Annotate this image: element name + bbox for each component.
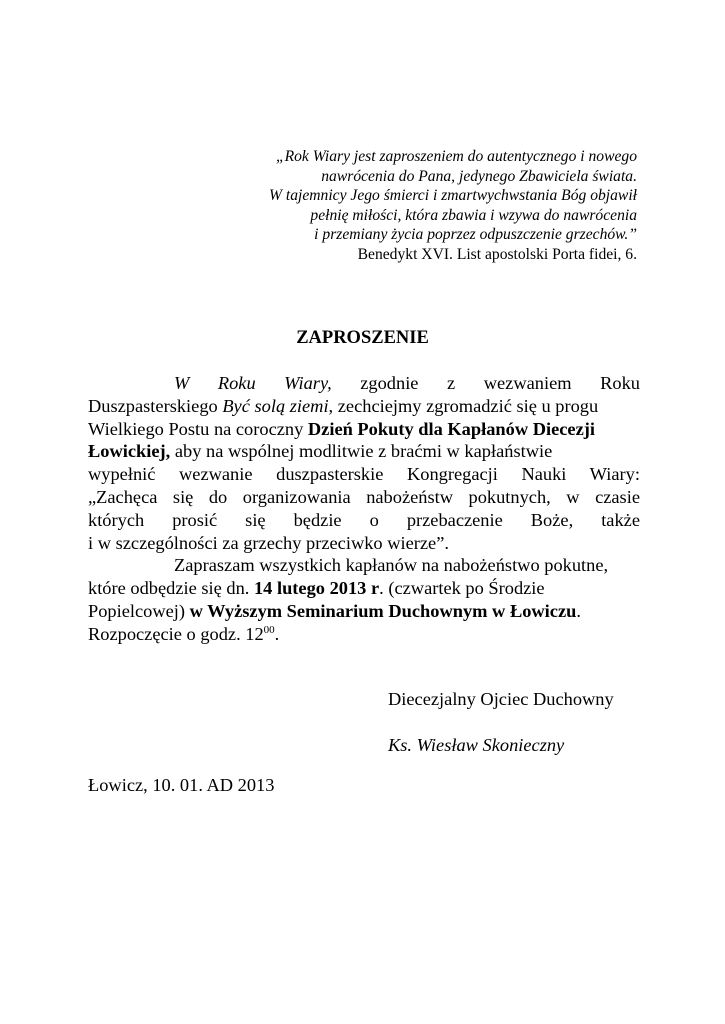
epigraph-line: i przemiany życia poprzez odpuszczenie grzechów.” [314,226,637,243]
text: Rozpoczęcie o godz. 12 [88,623,264,644]
epigraph-quote [177,147,637,264]
phrase-italic: Być solą ziemi, [222,395,334,416]
text: które odbędzie się dn. [88,578,254,599]
body-line [88,418,640,441]
body-line [88,577,640,600]
word: wezwaniem [483,373,572,393]
text: zechciejmy zgromadzić się u progu [333,395,599,416]
epigraph-source: Benedykt XVI. List apostolski Porta fidei, 6. [357,245,637,263]
word: Roku [600,373,640,393]
body-line [88,395,640,418]
phrase-italic: W Roku Wiary, [174,373,332,393]
body-line [88,600,640,623]
signature-block [388,688,614,757]
body-line: i w szczególności za grzechy przeciwko wierze”. [88,532,449,553]
body-line: których prosić się będzie o przebaczenie Boże, także [88,509,640,530]
event-venue: w Wyższym Seminarium Duchownym w Łowiczu [189,600,577,621]
body-line: „Zachęca się do organizowania nabożeństw pokutnych, w czasie [88,486,640,507]
body-line: wypełnić wezwanie duszpasterskie Kongregacji Nauki Wiary: [88,464,640,485]
text: . [274,623,280,644]
time-minutes: 00 [263,623,275,636]
body-line [88,623,640,646]
epigraph-line: nawrócenia do Pana, jedynego Zbawiciela świata. [321,167,637,185]
text: aby na wspólnej modlitwie z braćmi w kapłaństwie [170,441,553,462]
text: . (czwartek po Środzie [379,578,545,599]
word: zgodnie [360,373,419,393]
text: . [576,600,581,621]
body-line [88,440,640,463]
epigraph-line: pełnię miłości, która zbawia i wzywa do nawrócenia [310,206,637,224]
body-line [88,372,640,395]
document-title: ZAPROSZENIE [296,328,429,348]
epigraph-line: „Rok Wiary jest zaproszeniem do autentycznego i nowego [275,148,637,165]
event-date: 14 lutego 2013 r [253,578,380,599]
signature-name: Ks. Wiesław Skonieczny [388,734,565,755]
phrase-bold: Dzień Pokuty dla Kapłanów Diecezji [307,418,595,439]
body-line: Zapraszam wszystkich kapłanów na nabożeństwo pokutne, [174,555,609,576]
epigraph-line: W tajemnicy Jego śmierci i zmartwychwstania Bóg objawił [269,187,637,204]
place-date: Łowicz, 10. 01. AD 2013 [88,775,275,795]
invitation-body [88,372,640,646]
signature-role: Diecezjalny Ojciec Duchowny [388,689,614,709]
phrase-bold: Łowickiej, [88,441,171,462]
word: z [447,373,456,393]
text: Wielkiego Postu na coroczny [88,418,308,439]
text: Duszpasterskiego [88,395,223,416]
text: Popielcowej) [88,600,190,621]
